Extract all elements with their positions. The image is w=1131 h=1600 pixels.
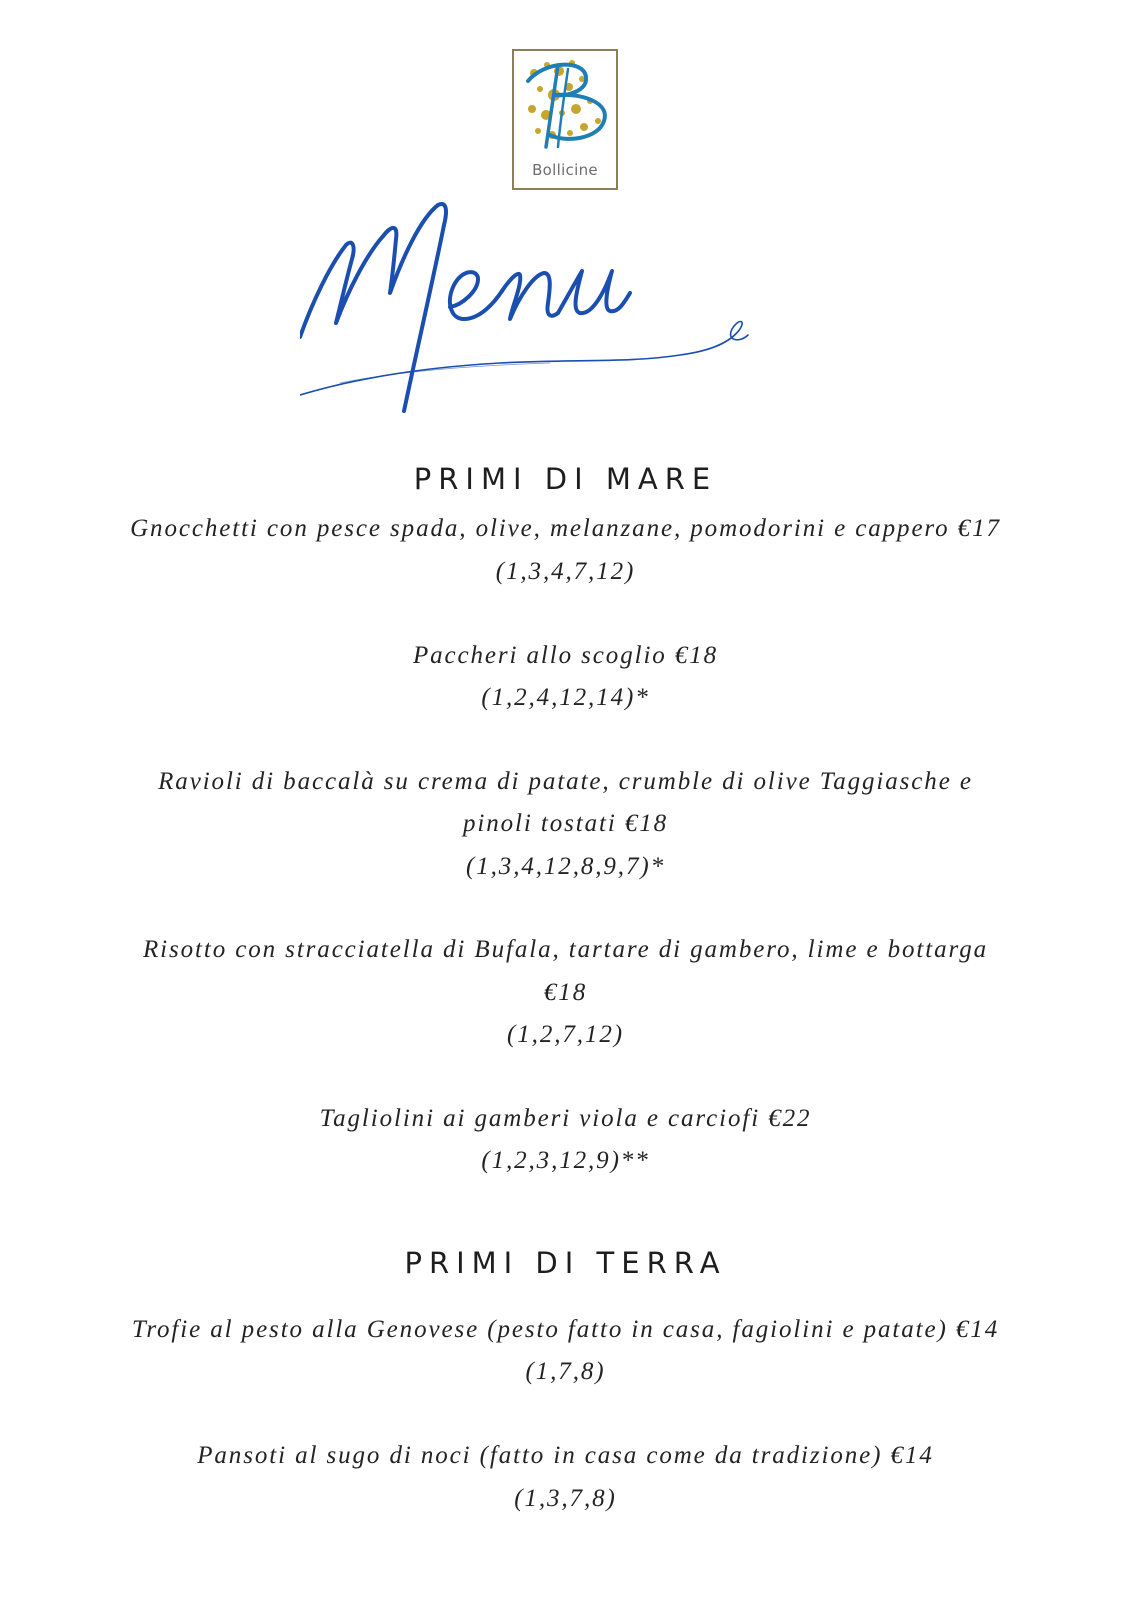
dish-description: Risotto con stracciatella di Bufala, tartare di gambero, lime e bottarga xyxy=(142,936,989,963)
allergen-codes: (1,3,7,8) xyxy=(514,1485,617,1512)
dish-description: Ravioli di baccalà su crema di patate, crumble di olive Taggiasche e xyxy=(158,768,973,795)
dish-description: Pansoti al sugo di noci (fatto in casa come da tradizione) €14 xyxy=(197,1442,934,1469)
bollicine-logo xyxy=(512,49,618,190)
section-heading-primi-di-terra: PRIMI DI TERRA xyxy=(404,1246,727,1280)
dish-price: €18 xyxy=(543,979,588,1006)
dish-description-continued: pinoli tostati €18 xyxy=(462,810,669,837)
allergen-codes: (1,7,8) xyxy=(525,1358,606,1385)
allergen-codes: (1,3,4,12,8,9,7)* xyxy=(466,853,665,880)
dish-description: Gnocchetti con pesce spada, olive, melanzane, pomodorini e cappero €17 xyxy=(130,515,1001,542)
allergen-codes: (1,2,7,12) xyxy=(507,1021,624,1048)
allergen-codes: (1,3,4,7,12) xyxy=(495,558,636,585)
dish-description: Trofie al pesto alla Genovese (pesto fatto in casa, fagiolini e patate) €14 xyxy=(131,1316,1000,1343)
allergen-codes: (1,2,3,12,9)** xyxy=(481,1147,650,1174)
dish-description: Paccheri allo scoglio €18 xyxy=(412,642,719,669)
section-heading-primi-di-mare: PRIMI DI MARE xyxy=(413,462,718,496)
allergen-codes: (1,2,4,12,14)* xyxy=(481,684,650,711)
dish-description: Tagliolini ai gamberi viola e carciofi €22 xyxy=(319,1105,812,1132)
bubbles-b-emblem-icon xyxy=(514,51,616,161)
logo-wordmark: Bollicine xyxy=(532,161,598,179)
menu-script-title xyxy=(300,195,770,425)
